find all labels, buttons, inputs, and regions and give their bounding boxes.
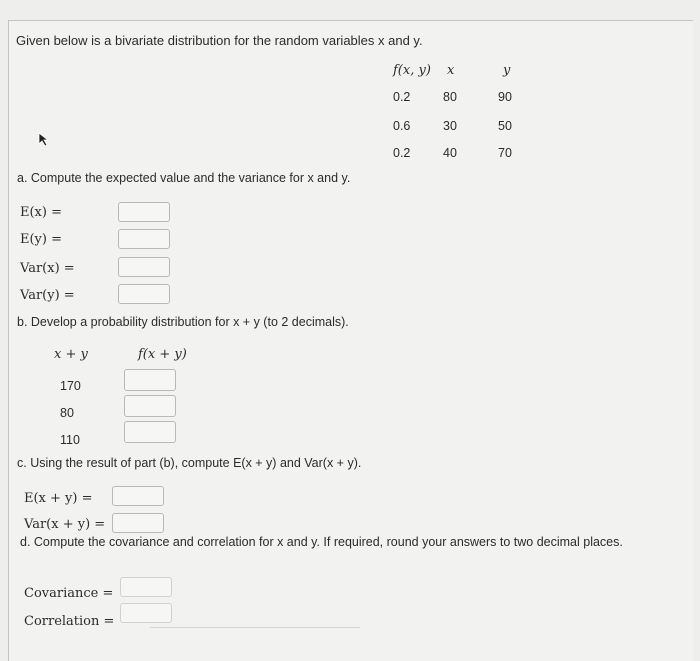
table-cell: 80 [443,90,457,104]
table-cell: 0.2 [393,146,411,160]
vary-input[interactable] [118,284,170,304]
ex-input[interactable] [118,202,170,222]
xy-value: 170 [60,379,81,393]
content-frame [8,20,693,661]
table-cell: 30 [443,119,457,133]
col-header-fxy: f(x + y) [138,347,187,362]
label-vary: Var(y) = [20,288,75,303]
table-header-y: y [503,63,511,78]
table-cell: 50 [498,119,512,133]
label-ex: E(x) = [20,205,62,220]
col-header-xy: x + y [54,347,88,362]
table-cell: 40 [443,146,457,160]
fxy-input-2[interactable] [124,395,176,417]
fxy-input-3[interactable] [124,421,176,443]
table-header-x: x [447,63,455,78]
label-varx: Var(x) = [20,261,75,276]
label-varxy: Var(x + y) = [24,517,106,532]
table-cell: 90 [498,90,512,104]
xy-value: 110 [60,433,80,447]
part-c-heading: c. Using the result of part (b), compute E(x + y) and Var(x + y). [17,456,362,470]
table-cell: 0.2 [393,90,411,104]
ey-input[interactable] [118,229,170,249]
xy-value: 80 [60,406,74,420]
label-exy: E(x + y) = [24,491,93,506]
table-header-fxy: f(x, y) [393,63,431,78]
varx-input[interactable] [118,257,170,277]
fxy-input-1[interactable] [124,369,176,391]
exy-input[interactable] [112,486,164,506]
label-ey: E(y) = [20,232,63,247]
label-correlation: Correlation = [24,614,115,629]
intro-text: Given below is a bivariate distribution for the random variables x and y. [16,33,423,48]
part-d-heading: d. Compute the covariance and correlation for x and y. If required, round your answers to two decimal places. [20,535,623,549]
table-cell: 0.6 [393,119,411,133]
correlation-input[interactable] [120,603,172,623]
part-b-heading: b. Develop a probability distribution for x + y (to 2 decimals). [17,315,349,329]
part-a-heading: a. Compute the expected value and the variance for x and y. [17,171,351,185]
varxy-input[interactable] [112,513,164,533]
covariance-input[interactable] [120,577,172,597]
label-covariance: Covariance = [24,586,114,601]
mouse-cursor-icon [38,132,52,148]
divider [150,627,360,628]
table-cell: 70 [498,146,512,160]
